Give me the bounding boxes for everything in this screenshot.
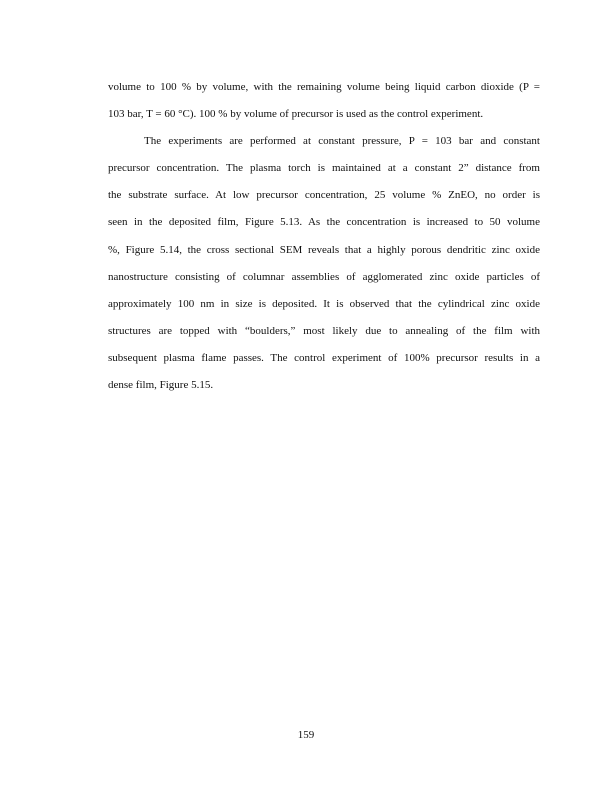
text-line: dense film, Figure 5.15. <box>108 379 214 392</box>
text-line: the substrate surface. At low precursor concentration, 25 volume % ZnEO, no order is <box>108 189 540 202</box>
text-line: subsequent plasma flame passes. The control experiment of 100% precursor results in a <box>108 351 540 364</box>
text-line: volume to 100 % by volume, with the remaining volume being liquid carbon dioxide (P = <box>108 81 540 93</box>
text-line: precursor concentration. The plasma torch is maintained at a constant 2” distance from <box>108 162 540 175</box>
text-line: structures are topped with “boulders,” most likely due to annealing of the film with <box>108 324 540 337</box>
body-text <box>108 74 540 399</box>
text-line: %, Figure 5.14, the cross sectional SEM reveals that a highly porous dendritic zinc oxide <box>108 243 540 256</box>
text-line: 103 bar, T = 60 °C). 100 % by volume of precursor is used as the control experiment. <box>108 108 484 121</box>
text-line: nanostructure consisting of columnar assemblies of agglomerated zinc oxide particles of <box>108 270 540 283</box>
text-line: seen in the deposited film, Figure 5.13. As the concentration is increased to 50 volume <box>108 216 540 229</box>
text-line: The experiments are performed at constant pressure, P = 103 bar and constant <box>144 135 540 148</box>
page-number: 159 <box>297 729 315 741</box>
text-line: approximately 100 nm in size is deposited. It is observed that the cylindrical zinc oxide <box>108 297 540 310</box>
